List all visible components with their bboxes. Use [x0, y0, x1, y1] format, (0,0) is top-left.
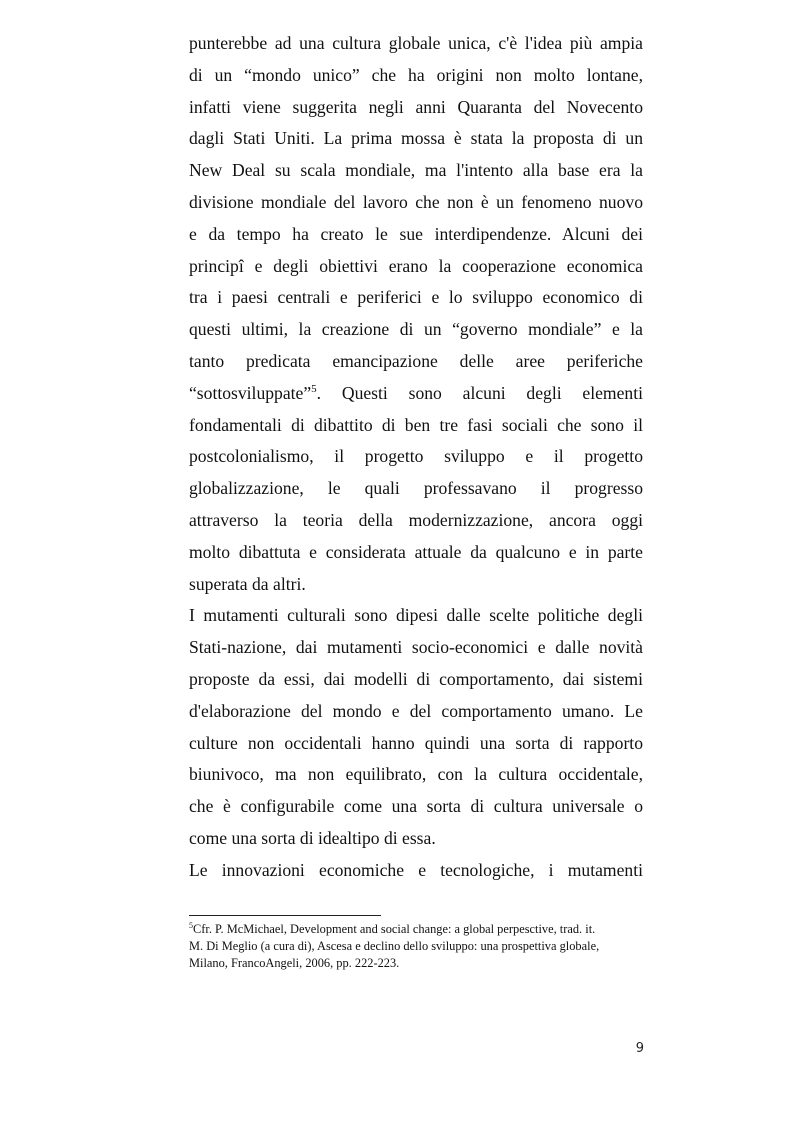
text-line: e da tempo ha creato le sue interdipendenze. Alcuni dei: [189, 223, 643, 244]
line-continuation: . Questi sono alcuni degli elementi: [316, 382, 643, 403]
text-line: culture non occidentali hanno quindi una sorta di rapporto: [189, 732, 643, 753]
text-line: principî e degli obiettivi erano la cooperazione economica: [189, 255, 643, 276]
text-line: infatti viene suggerita negli anni Quaranta del Novecento: [189, 96, 643, 117]
quoted-term: “sottosviluppate”: [189, 382, 312, 403]
text-line: I mutamenti culturali sono dipesi dalle scelte politiche degli: [189, 605, 643, 626]
text-line: postcolonialismo, il progetto sviluppo e il progetto: [189, 446, 643, 467]
footnote-line: [189, 921, 643, 938]
footnote-text: Cfr. P. McMichael, Development and social change: a global perpesctive, trad. it.: [193, 922, 596, 936]
text-line: tra i paesi centrali e periferici e lo sviluppo economico di: [189, 287, 643, 308]
text-line: questi ultimi, la creazione di un “governo mondiale” e la: [189, 319, 643, 340]
text-line: fondamentali di dibattito di ben tre fasi sociali che sono il: [189, 414, 643, 435]
footnote: [189, 921, 643, 972]
footnote-number: 5: [189, 921, 193, 930]
text-line: New Deal su scala mondiale, ma l'intento alla base era la: [189, 160, 643, 181]
text-line: punterebbe ad una cultura globale unica, c'è l'idea più ampia: [189, 33, 643, 53]
footnote-line: Milano, FrancoAngeli, 2006, pp. 222-223.: [189, 956, 400, 970]
text-line: tanto predicata emancipazione delle aree periferiche: [189, 350, 643, 371]
body-text: [189, 28, 643, 887]
text-line: globalizzazione, le quali professavano il progresso: [189, 478, 643, 499]
text-line: superata da altri.: [189, 573, 306, 594]
text-line: come una sorta di idealtipo di essa.: [189, 827, 436, 848]
text-line-with-footnote-ref: [189, 378, 643, 410]
page-number: 9: [635, 1041, 644, 1056]
footnote-separator: [189, 915, 381, 916]
text-line: di un “mondo unico” che ha origini non molto lontane,: [189, 64, 643, 85]
text-line: attraverso la teoria della modernizzazione, ancora oggi: [189, 509, 643, 530]
text-line: divisione mondiale del lavoro che non è un fenomeno nuovo: [189, 191, 643, 212]
text-line: d'elaborazione del mondo e del comportamento umano. Le: [189, 700, 643, 721]
text-line: Le innovazioni economiche e tecnologiche, i mutamenti: [189, 859, 643, 880]
text-line: Stati-nazione, dai mutamenti socio-economici e dalle novità: [189, 637, 643, 658]
text-line: dagli Stati Uniti. La prima mossa è stata la proposta di un: [189, 128, 643, 149]
text-line: molto dibattuta e considerata attuale da qualcuno e in parte: [189, 541, 643, 562]
footnote-line: M. Di Meglio (a cura di), Ascesa e declino dello sviluppo: una prospettiva globale,: [189, 939, 600, 953]
text-line: proposte da essi, dai modelli di comportamento, dai sistemi: [189, 668, 643, 689]
text-line: biunivoco, ma non equilibrato, con la cultura occidentale,: [189, 764, 643, 785]
text-line: che è configurabile come una sorta di cultura universale o: [189, 796, 643, 817]
footnote-reference[interactable]: 5: [311, 382, 317, 395]
